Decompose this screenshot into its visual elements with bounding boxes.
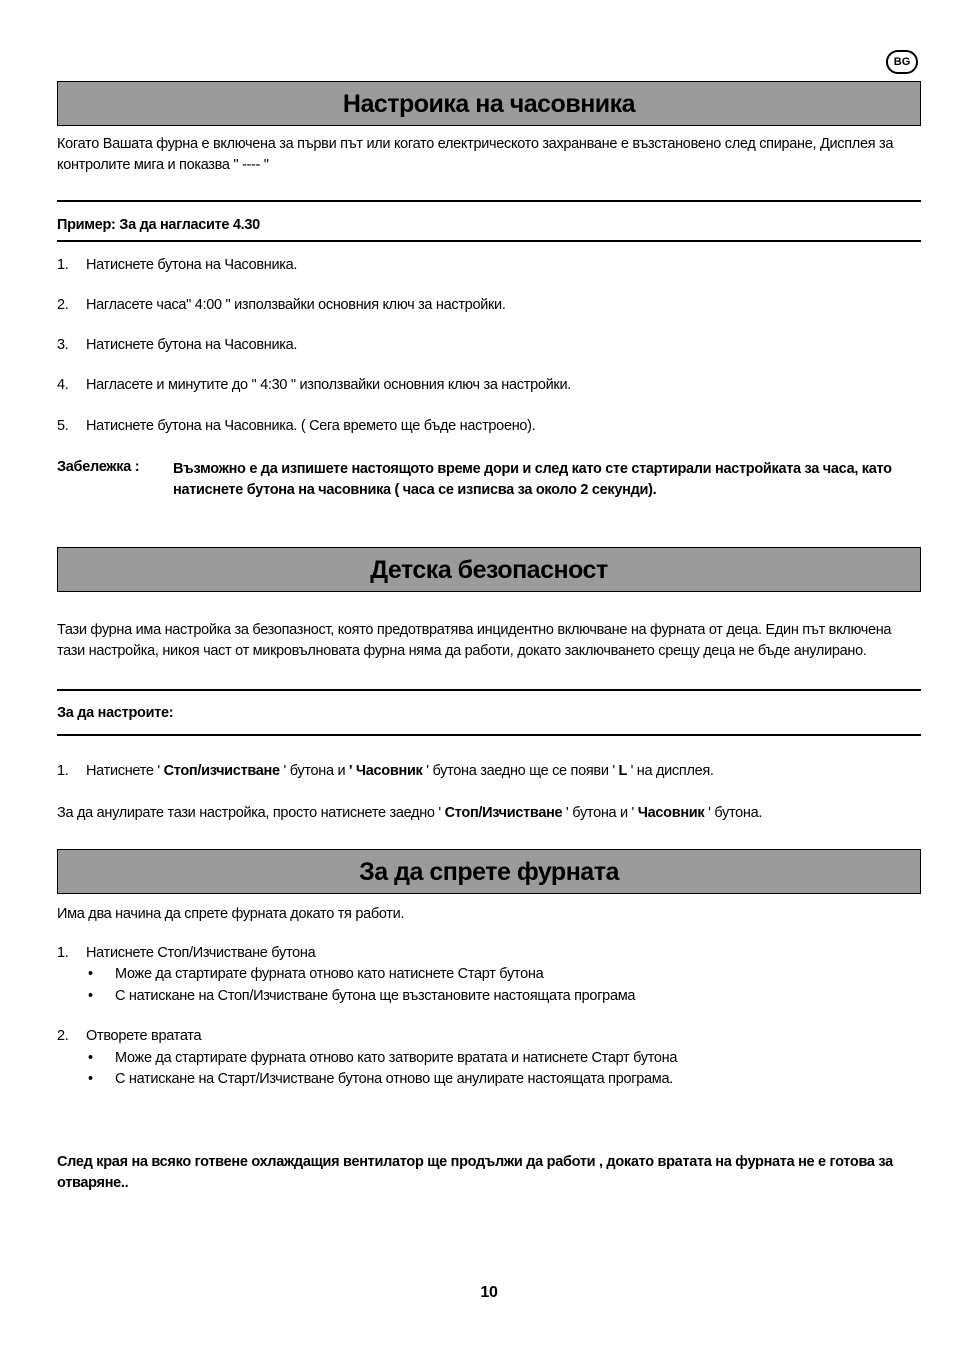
divider <box>57 240 921 242</box>
divider <box>57 734 921 736</box>
clock-step: Нагласете часа" 4:00 " използвайки основния ключ за настройки. <box>86 297 506 313</box>
note-text: Възможно е да изпишете настоящото време дори и след като сте стартирали настройката за часа, като натиснете бутона на часовника ( часа се изписва за около 2 секунди). <box>173 461 892 498</box>
stop-method: Натиснете Стоп/Изчистване бутона <box>86 945 316 961</box>
page-number: 10 <box>480 1284 498 1301</box>
clock-keyword: ' Часовник <box>349 763 423 779</box>
bullet-text: Може да стартирате фурната отново като затворите вратата и натиснете Старт бутона <box>115 1050 678 1066</box>
step-number: 1. <box>57 945 69 961</box>
step-number: 1. <box>57 763 69 779</box>
stop-clear-keyword: Стоп/Изчистване <box>440 805 563 821</box>
child-cancel-instruction <box>57 803 919 824</box>
cancel-text: ' бутона. <box>704 805 763 821</box>
divider <box>57 200 921 202</box>
clock-keyword: Часовник <box>634 805 705 821</box>
section-title-child-safety: Детска безопасност <box>57 547 921 592</box>
bullet-text: С натискане на Стоп/Изчистване бутона ще възстановите настоящата програма <box>115 988 636 1004</box>
clock-step: Нагласете и минутите до " 4:30 " използвайки основния ключ за настройки. <box>86 377 571 393</box>
step-number: 2. <box>57 297 69 313</box>
cancel-text: За да анулирате тази настройка, просто натиснете заедно ' <box>57 805 441 821</box>
step-number: 5. <box>57 418 69 434</box>
bullet-text: Може да стартирате фурната отново като натиснете Старт бутона <box>115 966 544 982</box>
step-number: 3. <box>57 337 69 353</box>
step-text: Натиснете ' <box>86 763 160 779</box>
stop-clear-keyword: Стоп/изчистване <box>159 763 280 779</box>
child-setup-label: За да настроите: <box>57 705 174 721</box>
child-step <box>86 763 916 779</box>
cancel-text: ' бутона и ' <box>562 805 635 821</box>
stop-method: Отворете вратата <box>86 1028 202 1044</box>
lock-symbol-keyword: L <box>614 763 631 779</box>
step-number: 4. <box>57 377 69 393</box>
step-number: 2. <box>57 1028 69 1044</box>
bullet-text: С натискане на Старт/Изчистване бутона отново ще анулирате настоящата програма. <box>115 1071 673 1087</box>
bullet-icon: • <box>88 1071 93 1087</box>
clock-step: Натиснете бутона на Часовника. ( Сега времето ще бъде настроено). <box>86 418 536 434</box>
bullet-icon: • <box>88 966 93 982</box>
clock-intro: Когато Вашата фурна е включена за първи път или когато електрическото захранване е възстановено след спиране, Дисплея за контролите мига и показва " ---- " <box>57 136 894 173</box>
bullet-icon: • <box>88 1050 93 1066</box>
bullet-icon: • <box>88 988 93 1004</box>
cooling-fan-note: След края на всяко готвене охлаждащия вентилатор ще продължи да работи , докато вратата на фурната не е готова за отваряне.. <box>57 1154 893 1191</box>
language-badge: BG <box>886 50 918 74</box>
section-title-clock: Настроика на часовника <box>57 81 921 126</box>
clock-example-label: Пример: За да нагласите 4.30 <box>57 217 260 233</box>
note-label: Забележка : <box>57 459 140 475</box>
clock-step: Натиснете бутона на Часовника. <box>86 257 298 273</box>
step-text: ' бутона заедно ще се появи ' <box>422 763 615 779</box>
step-number: 1. <box>57 257 69 273</box>
step-text: ' бутона и <box>279 763 350 779</box>
divider <box>57 689 921 691</box>
stop-intro: Има два начина да спрете фурната докато тя работи. <box>57 906 405 922</box>
clock-step: Натиснете бутона на Часовника. <box>86 337 298 353</box>
section-title-stop-oven: За да спрете фурната <box>57 849 921 894</box>
child-intro: Тази фурна има настройка за безопазност, която предотвратява инцидентно включване на фурната от деца. Един път включена тази настройка, никоя част от микровълновата фурна няма да работи, докато заключването срещу деца не бъде анулирано. <box>57 622 892 659</box>
step-text: ' на дисплея. <box>630 763 714 779</box>
